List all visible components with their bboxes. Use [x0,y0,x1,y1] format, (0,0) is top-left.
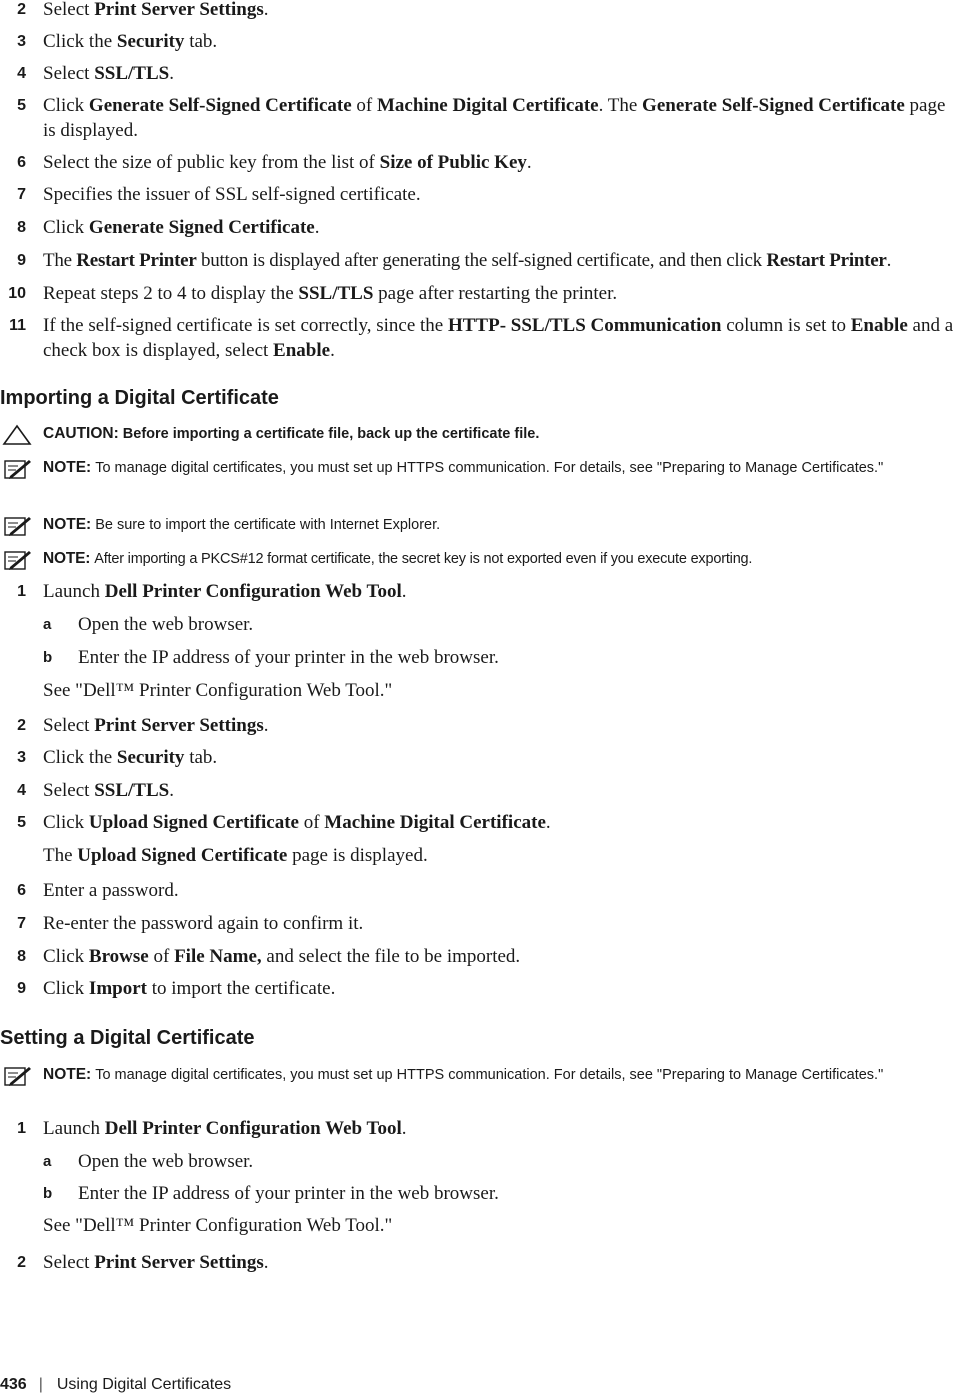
step-number: 6 [17,154,26,171]
step-number: 2 [17,1,26,18]
step-number: 1 [17,1120,26,1137]
note-pencil-icon [2,549,32,571]
note-pencil-icon [2,515,32,537]
step-number: 2 [17,1254,26,1271]
see-reference: See "Dell™ Printer Configuration Web Tool." [43,1215,393,1236]
step-number: 7 [17,186,26,203]
step-number: 8 [17,219,26,236]
step-number: 1 [17,583,26,600]
step-number: 9 [17,252,26,269]
page-number: 436 [0,1376,27,1393]
step-number: 3 [17,749,26,766]
note-pencil-icon [2,458,32,480]
step-number: 11 [9,317,26,334]
step-number: 4 [17,65,26,82]
footer-title: Using Digital Certificates [56,1376,232,1393]
step-number: 8 [17,948,26,965]
step-number: 5 [17,814,26,831]
step-5-follow: The Upload Signed Certificate page is displayed. [43,845,428,866]
step-number: 4 [17,782,26,799]
see-reference: See "Dell™ Printer Configuration Web Tool." [43,680,393,701]
step-number: 10 [8,285,26,302]
step-number: 6 [17,882,26,899]
step-number: 5 [17,97,26,114]
step-number: 9 [17,980,26,997]
step-number: 7 [17,915,26,932]
note-pencil-icon [2,1065,32,1087]
page-footer [0,1374,231,1396]
section-heading-setting: Setting a Digital Certificate [0,1027,255,1049]
footer-separator: | [38,1376,43,1393]
section-heading-importing: Importing a Digital Certificate [0,387,279,409]
step-number: 2 [17,717,26,734]
caution-triangle-icon [2,424,32,446]
step-number: 3 [17,33,26,50]
